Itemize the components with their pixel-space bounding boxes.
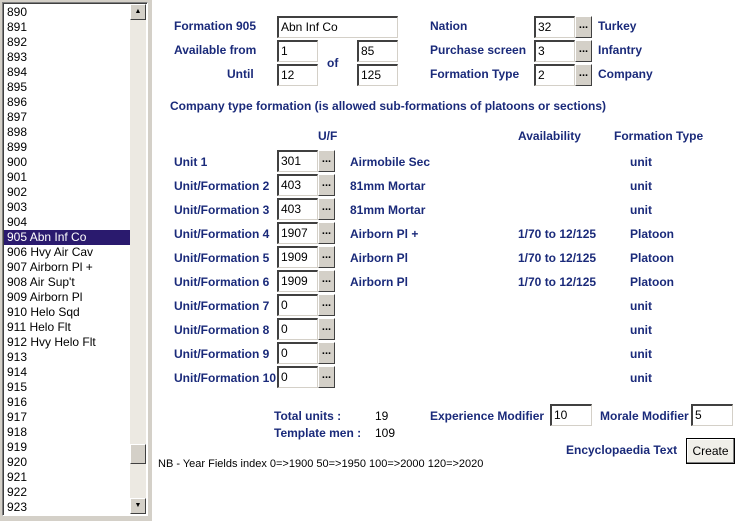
purchase-screen-browse-button[interactable]: ...	[575, 40, 592, 62]
available-from-label: Available from	[174, 43, 257, 57]
list-item[interactable]: 918	[7, 425, 28, 439]
list-item[interactable]: 914	[7, 365, 28, 379]
list-item[interactable]: 890	[7, 5, 28, 19]
list-item[interactable]: 901	[7, 170, 28, 184]
unit-id-field[interactable]: 403	[277, 198, 318, 220]
unit-formation-type: Platoon	[630, 251, 674, 265]
unit-name: Airborn Pl	[350, 275, 409, 289]
unit-browse-button[interactable]: ...	[318, 342, 335, 364]
unit-row-label: Unit/Formation 7	[174, 299, 270, 313]
list-item[interactable]: 912 Hvy Helo Flt	[7, 335, 96, 349]
unit-id-field[interactable]: 1909	[277, 270, 318, 292]
unit-browse-button[interactable]: ...	[318, 294, 335, 316]
list-item[interactable]: 907 Airborn Pl +	[7, 260, 93, 274]
formation-type-field[interactable]: 2	[534, 64, 575, 86]
morale-modifier-label: Morale Modifier	[600, 409, 689, 423]
unit-formation-type: Platoon	[630, 227, 674, 241]
unit-row-label: Unit/Formation 5	[174, 251, 270, 265]
nation-field[interactable]: 32	[534, 16, 575, 38]
unit-name: 81mm Mortar	[350, 179, 426, 193]
formation-description: Company type formation (is allowed sub-formations of platoons or sections)	[170, 99, 607, 113]
vertical-scrollbar[interactable]	[130, 4, 146, 514]
unit-id-field[interactable]: 1909	[277, 246, 318, 268]
list-item[interactable]: 913	[7, 350, 28, 364]
until-label: Until	[227, 67, 254, 81]
unit-row-label: Unit/Formation 10	[174, 371, 277, 385]
unit-browse-button[interactable]: ...	[318, 318, 335, 340]
list-item[interactable]: 894	[7, 65, 28, 79]
formation-listbox[interactable]	[2, 2, 148, 516]
unit-browse-button[interactable]: ...	[318, 222, 335, 244]
available-from-year-field[interactable]: 85	[357, 40, 398, 62]
list-item[interactable]: 917	[7, 410, 28, 424]
list-item[interactable]: 902	[7, 185, 28, 199]
create-button[interactable]: Create	[686, 438, 735, 464]
list-item[interactable]: 920	[7, 455, 28, 469]
formation-name-field[interactable]: Abn Inf Co	[277, 16, 398, 38]
formation-type-label: Formation Type	[430, 67, 520, 81]
list-item[interactable]: 899	[7, 140, 28, 154]
formation-type-name: Company	[598, 67, 653, 81]
list-item[interactable]: 908 Air Sup't	[7, 275, 75, 289]
unit-formation-type: Platoon	[630, 275, 674, 289]
unit-name: 81mm Mortar	[350, 203, 426, 217]
list-item[interactable]: 919	[7, 440, 28, 454]
unit-id-field[interactable]: 0	[277, 318, 318, 340]
purchase-screen-label: Purchase screen	[430, 43, 527, 57]
unit-browse-button[interactable]: ...	[318, 366, 335, 388]
unit-row-label: Unit/Formation 4	[174, 227, 270, 241]
unit-browse-button[interactable]: ...	[318, 270, 335, 292]
year-index-note: NB - Year Fields index 0=>1900 50=>1950 100=>2000 120=>2020	[158, 458, 484, 470]
unit-availability: 1/70 to 12/125	[518, 275, 597, 289]
list-item[interactable]: 923	[7, 500, 28, 514]
unit-row-label: Unit/Formation 6	[174, 275, 270, 289]
list-item[interactable]: 910 Helo Sqd	[7, 305, 80, 319]
list-item[interactable]: 911 Helo Flt	[7, 320, 71, 334]
unit-id-field[interactable]: 0	[277, 294, 318, 316]
unit-browse-button[interactable]: ...	[318, 246, 335, 268]
unit-id-field[interactable]: 0	[277, 342, 318, 364]
unit-id-field[interactable]: 403	[277, 174, 318, 196]
purchase-screen-field[interactable]: 3	[534, 40, 575, 62]
list-item[interactable]: 898	[7, 125, 28, 139]
list-item[interactable]: 921	[7, 470, 28, 484]
list-item[interactable]: 915	[7, 380, 28, 394]
nation-browse-button[interactable]: ...	[575, 16, 592, 38]
list-item[interactable]: 900	[7, 155, 28, 169]
list-item[interactable]: 897	[7, 110, 28, 124]
unit-formation-type: unit	[630, 299, 652, 313]
unit-row-label: Unit/Formation 9	[174, 347, 270, 361]
available-from-month-field[interactable]: 1	[277, 40, 318, 62]
list-item[interactable]: 891	[7, 20, 28, 34]
scroll-up-arrow-icon[interactable]: ▲	[130, 4, 146, 20]
of-label: of	[327, 56, 339, 70]
unit-id-field[interactable]: 0	[277, 366, 318, 388]
column-header-uf: U/F	[318, 129, 338, 143]
unit-formation-type: unit	[630, 371, 652, 385]
experience-modifier-field[interactable]: 10	[550, 404, 592, 426]
list-item[interactable]: 909 Airborn Pl	[7, 290, 83, 304]
unit-row-label: Unit/Formation 2	[174, 179, 270, 193]
list-item[interactable]: 896	[7, 95, 28, 109]
unit-browse-button[interactable]: ...	[318, 198, 335, 220]
list-item[interactable]: 905 Abn Inf Co	[4, 230, 132, 245]
unit-browse-button[interactable]: ...	[318, 174, 335, 196]
list-item[interactable]: 904	[7, 215, 28, 229]
scroll-thumb[interactable]	[130, 444, 146, 464]
experience-modifier-label: Experience Modifier	[430, 409, 545, 423]
nation-label: Nation	[430, 19, 468, 33]
morale-modifier-field[interactable]: 5	[691, 404, 733, 426]
template-men-label: Template men :	[274, 426, 362, 440]
column-header-availability: Availability	[518, 129, 581, 143]
unit-formation-type: unit	[630, 347, 652, 361]
until-month-field[interactable]: 12	[277, 64, 318, 86]
list-item[interactable]: 903	[7, 200, 28, 214]
list-item[interactable]: 892	[7, 35, 28, 49]
unit-id-field[interactable]: 1907	[277, 222, 318, 244]
unit-browse-button[interactable]: ...	[318, 150, 335, 172]
until-year-field[interactable]: 125	[357, 64, 398, 86]
formation-label: Formation 905	[174, 19, 257, 33]
list-item[interactable]: 906 Hvy Air Cav	[7, 245, 94, 259]
unit-name: Airmobile Sec	[350, 155, 431, 169]
unit-row-label: Unit/Formation 8	[174, 323, 270, 337]
purchase-screen-name: Infantry	[598, 43, 643, 57]
unit-formation-type: unit	[630, 203, 652, 217]
unit-availability: 1/70 to 12/125	[518, 251, 597, 265]
unit-formation-type: unit	[630, 179, 652, 193]
formation-list-items	[4, 5, 132, 515]
column-header-formation-type: Formation Type	[614, 129, 704, 143]
list-item[interactable]: 922	[7, 485, 28, 499]
unit-availability: 1/70 to 12/125	[518, 227, 597, 241]
nation-name: Turkey	[598, 19, 637, 33]
list-item[interactable]: 916	[7, 395, 28, 409]
unit-name: Airborn Pl	[350, 251, 409, 265]
formation-list-panel	[0, 0, 152, 521]
total-units-value: 19	[375, 409, 389, 423]
template-men-value: 109	[375, 426, 396, 440]
list-item[interactable]: 895	[7, 80, 28, 94]
list-item[interactable]: 893	[7, 50, 28, 64]
formation-type-browse-button[interactable]: ...	[575, 64, 592, 86]
total-units-label: Total units :	[274, 409, 342, 423]
unit-formation-type: unit	[630, 323, 652, 337]
unit-row-label: Unit/Formation 3	[174, 203, 270, 217]
unit-id-field[interactable]: 301	[277, 150, 318, 172]
unit-formation-type: unit	[630, 155, 652, 169]
unit-row-label: Unit 1	[174, 155, 208, 169]
encyclopaedia-text-label[interactable]: Encyclopaedia Text	[566, 443, 678, 457]
scroll-down-arrow-icon[interactable]: ▼	[130, 498, 146, 514]
unit-name: Airborn Pl +	[350, 227, 419, 241]
